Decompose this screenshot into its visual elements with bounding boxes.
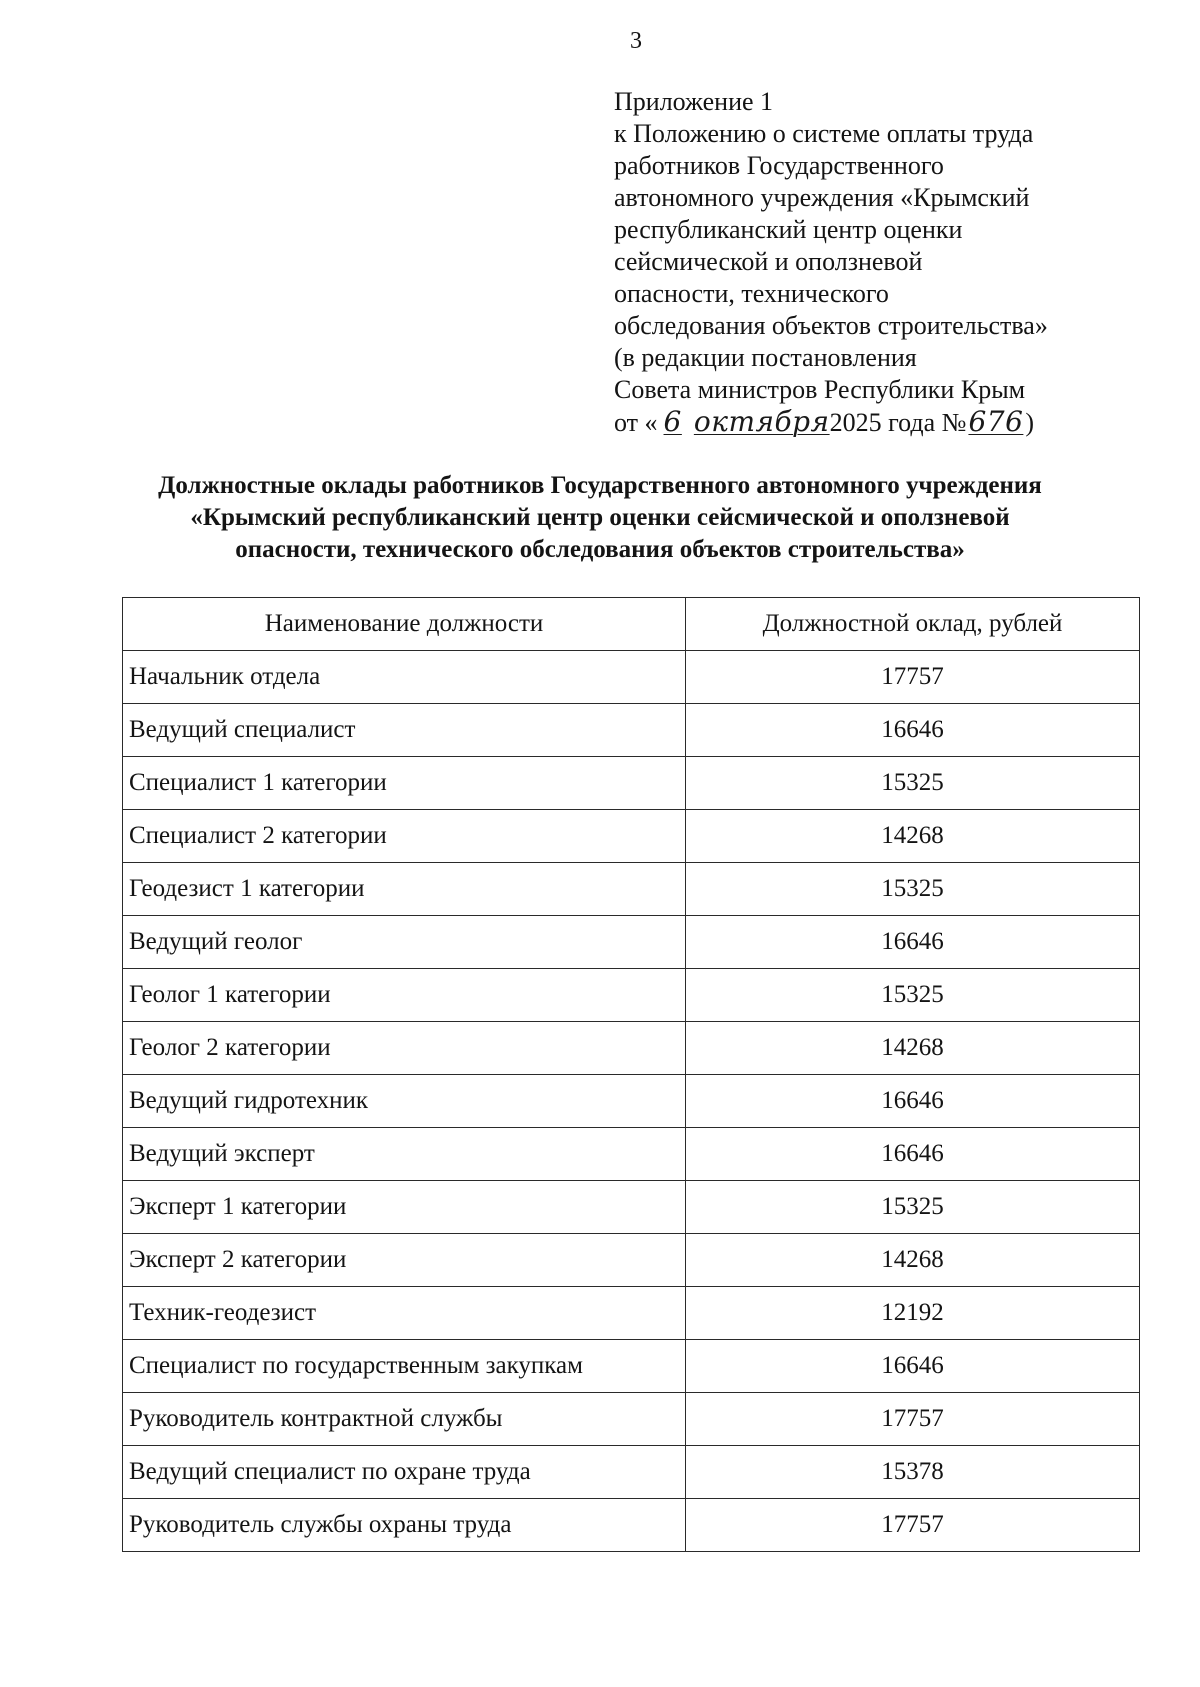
position-name: Руководитель контрактной службы <box>123 1393 686 1446</box>
table-row <box>123 1499 1140 1552</box>
salary-value: 14268 <box>686 1234 1140 1287</box>
table-row <box>123 1340 1140 1393</box>
handwritten-day: 6 <box>663 405 682 438</box>
position-name: Ведущий гидротехник <box>123 1075 686 1128</box>
appendix-block <box>614 86 1134 439</box>
appendix-line: работников Государственного <box>614 151 944 180</box>
position-name: Геолог 2 категории <box>123 1022 686 1075</box>
salary-value: 15325 <box>686 863 1140 916</box>
salary-value: 12192 <box>686 1287 1140 1340</box>
appendix-line: к Положению о системе оплаты труда <box>614 119 1034 148</box>
salary-value: 16646 <box>686 704 1140 757</box>
column-header-position: Наименование должности <box>123 598 686 651</box>
appendix-line: обследования объектов строительства» <box>614 311 1048 340</box>
table-row <box>123 1075 1140 1128</box>
salary-value: 16646 <box>686 1128 1140 1181</box>
salary-value: 16646 <box>686 1075 1140 1128</box>
document-title: Должностные оклады работников Государственного автономного учреждения «Крымский республиканский центр оценки сейсмической и оползневой опасности, технического обследования объектов строительства» <box>158 472 1042 563</box>
position-name: Ведущий эксперт <box>123 1128 686 1181</box>
appendix-line: опасности, технического <box>614 279 889 308</box>
appendix-line: сейсмической и оползневой <box>614 247 923 276</box>
table-row <box>123 1128 1140 1181</box>
table-row <box>123 810 1140 863</box>
handwritten-decree-number: 676 <box>968 405 1024 438</box>
position-name: Руководитель службы охраны труда <box>123 1499 686 1552</box>
appendix-line: Совета министров Республики Крым <box>614 375 1026 404</box>
table-row <box>123 1022 1140 1075</box>
table-row <box>123 757 1140 810</box>
date-year-text: 2025 года № <box>829 408 967 437</box>
table-row <box>123 863 1140 916</box>
table-row <box>123 1234 1140 1287</box>
table-row <box>123 1287 1140 1340</box>
appendix-line: автономного учреждения «Крымский <box>614 183 1030 212</box>
table-row <box>123 916 1140 969</box>
salary-value: 15325 <box>686 969 1140 1022</box>
column-header-salary: Должностной оклад, рублей <box>686 598 1140 651</box>
position-name: Специалист 2 категории <box>123 810 686 863</box>
salary-value: 16646 <box>686 1340 1140 1393</box>
appendix-line: республиканский центр оценки <box>614 215 963 244</box>
decree-date-line <box>614 406 1134 439</box>
salary-value: 15378 <box>686 1446 1140 1499</box>
appendix-line: (в редакции постановления <box>614 343 917 372</box>
table-row <box>123 1446 1140 1499</box>
position-name: Ведущий специалист по охране труда <box>123 1446 686 1499</box>
date-suffix: ) <box>1025 408 1035 437</box>
salary-table <box>122 597 1140 1552</box>
position-name: Ведущий специалист <box>123 704 686 757</box>
table-header-row <box>123 598 1140 651</box>
table-row <box>123 704 1140 757</box>
position-name: Техник-геодезист <box>123 1287 686 1340</box>
salary-value: 17757 <box>686 651 1140 704</box>
salary-value: 17757 <box>686 1393 1140 1446</box>
position-name: Начальник отдела <box>123 651 686 704</box>
salary-value: 14268 <box>686 810 1140 863</box>
page-number: 3 <box>630 28 642 54</box>
table-row <box>123 1181 1140 1234</box>
handwritten-month: октября <box>693 405 830 438</box>
position-name: Геолог 1 категории <box>123 969 686 1022</box>
appendix-line: Приложение 1 <box>614 87 774 116</box>
position-name: Эксперт 2 категории <box>123 1234 686 1287</box>
salary-value: 14268 <box>686 1022 1140 1075</box>
table-row <box>123 969 1140 1022</box>
position-name: Специалист по государственным закупкам <box>123 1340 686 1393</box>
position-name: Специалист 1 категории <box>123 757 686 810</box>
salary-value: 16646 <box>686 916 1140 969</box>
table-row <box>123 651 1140 704</box>
date-prefix: от « <box>614 408 658 437</box>
position-name: Ведущий геолог <box>123 916 686 969</box>
table-row <box>123 1393 1140 1446</box>
salary-value: 15325 <box>686 757 1140 810</box>
salary-value: 15325 <box>686 1181 1140 1234</box>
position-name: Эксперт 1 категории <box>123 1181 686 1234</box>
position-name: Геодезист 1 категории <box>123 863 686 916</box>
salary-value: 17757 <box>686 1499 1140 1552</box>
